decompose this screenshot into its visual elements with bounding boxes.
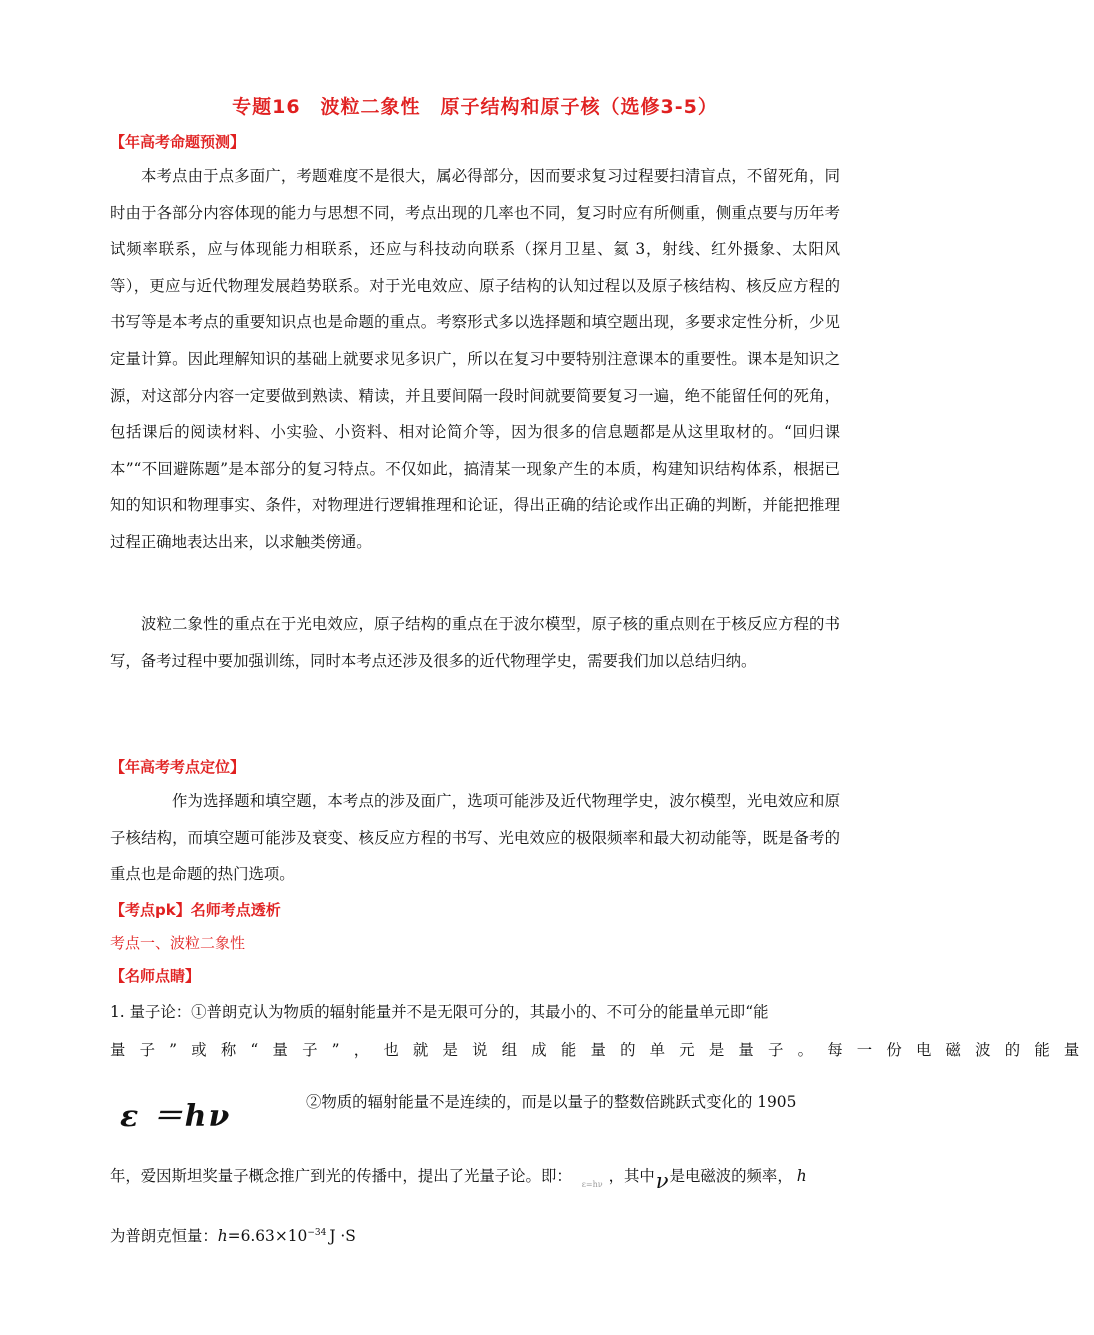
line4-text-c: 是电磁波的频率， xyxy=(669,1167,793,1185)
h-symbol-2: h xyxy=(217,1227,228,1245)
section-heading-prediction: 【年高考命题预测】 xyxy=(110,133,246,151)
position-paragraph: 作为选择题和填空题，本考点的涉及面广，选项可能涉及近代物理学史，波尔模型，光电效应和原子核结构，而填空题可能涉及衰变、核反应方程的书写、光电效应的极限频率和最大初动能等，既是备考的重点也是命题的热门选项。 xyxy=(110,792,840,884)
subheading-wave-particle: 考点一、波粒二象性 xyxy=(110,934,246,952)
energy-formula: ε ＝hν xyxy=(120,1099,232,1134)
item1-line5 xyxy=(110,1224,840,1246)
prediction-paragraph-1: 本考点由于点多面广，考题难度不是很大，属必得部分，因而要求复习过程要扫清盲点，不留死角，同时由于各部分内容体现的能力与思想不同，考点出现的几率也不同，复习时应有所侧重，侧重点要与历年考试频率联系，应与体现能力相联系，还应与科技动向联系（探月卫星、氦 3，射线、红外摄象、太阳风等），更应与近代物理发展趋势联系。对于光电效应、原子结构的认知过程以及原子核结构、核反应方程的书写等是本考点的重要知识点也是命题的重点。考察形式多以选择题和填空题出现，多要求定性分析，少见定量计算。因此理解知识的基础上就要求见多识广，所以在复习中要特别注意课本的重要性。课本是知识之源，对这部分内容一定要做到熟读、精读，并且要间隔一段时间就要简要复习一遍，绝不能留任何的死角，包括课后的阅读材料、小实验、小资料、相对论简介等，因为很多的信息题都是从这里取材的。“回归课本”“不回避陈题”是本部分的复习特点。不仅如此，搞清某一现象产生的本质，构建知识结构体系，根据已知的知识和物理事实、条件，对物理进行逻辑推理和论证，得出正确的结论或作出正确的判断，并能把推理过程正确地表达出来，以求触类傍通。 xyxy=(110,167,840,551)
section-heading-analysis: 【考点pk】名师考点透析 xyxy=(110,901,281,919)
section-heading-position: 【年高考考点定位】 xyxy=(110,758,246,776)
page-title: 专题16 波粒二象性 原子结构和原子核（选修3-5） xyxy=(232,96,718,118)
line4-text-a: 年，爱因斯坦奖量子概念推广到光的传播中，提出了光量子论。即： xyxy=(110,1167,572,1185)
item1-line2: 量子”或称“量子”，也就是说组成能量的单元是量子。每一份电磁波的能量 xyxy=(110,1041,1094,1059)
inline-formula-image: ε=hν xyxy=(581,1180,603,1189)
item1-line3: ②物质的辐射能量不是连续的，而是以量子的整数倍跳跃式变化的 1905 xyxy=(306,1093,797,1111)
item1-line1: 1. 量子论：①普朗克认为物质的辐射能量并不是无限可分的，其最小的、不可分的能量单元即“能 xyxy=(110,1003,769,1021)
planck-unit: J ·S xyxy=(329,1227,356,1245)
planck-exponent: −34 xyxy=(307,1227,327,1238)
h-symbol: h xyxy=(796,1167,807,1185)
item1-line4 xyxy=(110,1164,840,1193)
line4-text-b: ，其中 xyxy=(608,1167,655,1185)
nu-symbol: ν xyxy=(655,1169,669,1193)
tip-heading: 【名师点睛】 xyxy=(110,967,201,985)
line5-text-a: 为普朗克恒量： xyxy=(110,1227,218,1245)
prediction-paragraph-2: 波粒二象性的重点在于光电效应，原子结构的重点在于波尔模型，原子核的重点则在于核反应方程的书写，备考过程中要加强训练，同时本考点还涉及很多的近代物理学史，需要我们加以总结归纳。 xyxy=(110,615,840,670)
planck-value: =6.63×10 xyxy=(227,1227,308,1245)
